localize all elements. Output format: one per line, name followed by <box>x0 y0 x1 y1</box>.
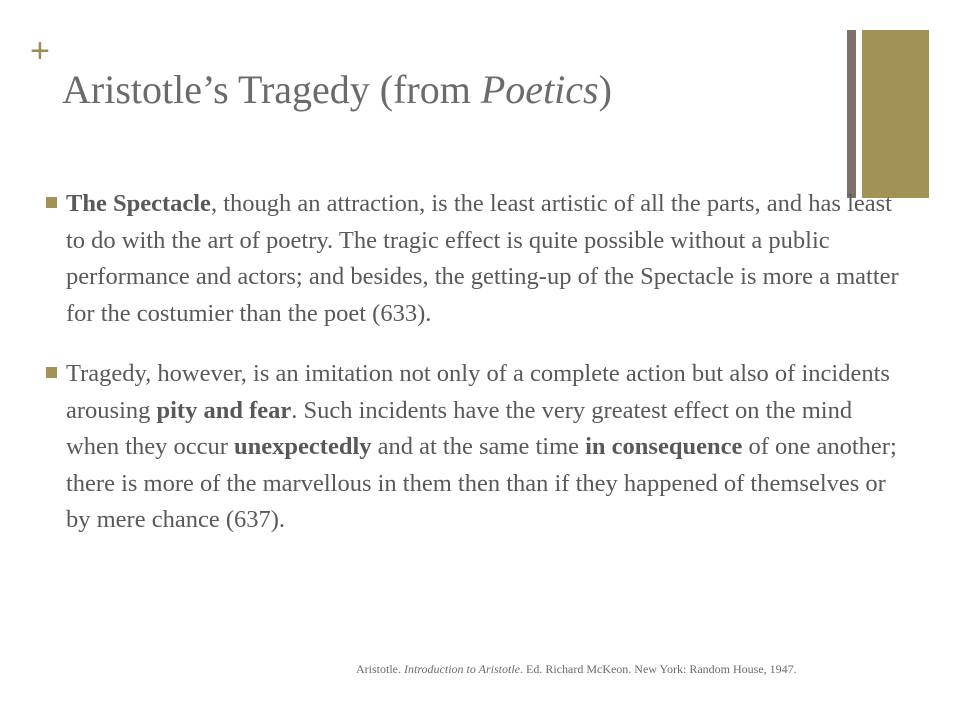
bullet-bold-consequence: in consequence <box>585 433 743 460</box>
title-italic: Poetics <box>480 67 599 112</box>
decorative-bar-gray <box>847 30 856 198</box>
bullet-marker-icon <box>46 367 57 378</box>
bullet-text-part4: of one another; there is more of the marvellous in them then than if they happened of themselves or by mere chance (637). <box>66 433 897 533</box>
bullet-bold-pity-fear: pity and fear <box>156 396 292 424</box>
citation-book: Introduction to Aristotle <box>404 662 520 676</box>
bullet-lead-bold: The Spectacle <box>66 190 211 217</box>
bullet-text-part1: Tragedy, however, is an imitation not only of a complete action but also of incidents arousing <box>66 360 890 424</box>
slide-title <box>62 66 612 113</box>
title-main: Aristotle’s Tragedy (from <box>62 67 481 112</box>
bullet-tragedy <box>46 356 906 539</box>
decorative-bar-gold <box>862 30 929 198</box>
plus-icon: + <box>30 32 50 70</box>
citation <box>356 662 797 677</box>
bullet-text-part2: . Such incidents have the very greatest effect on the mind when they occur <box>66 396 853 460</box>
title-end: ) <box>598 67 612 112</box>
bullet-text-part3: and at the same time <box>371 433 586 460</box>
bullet-bold-unexpectedly: unexpectedly <box>234 433 372 460</box>
citation-details: . Ed. Richard McKeon. New York: Random House, 1947. <box>520 662 797 676</box>
bullet-list <box>46 186 906 539</box>
bullet-spectacle <box>46 186 906 332</box>
bullet-text: , though an attraction, is the least artistic of all the parts, and has least to do with the art of poetry. The tragic effect is quite possible without a public performance and actors; and besides, the getting-up of the Spectacle is more a matter for the costumier than the poet (633). <box>66 190 899 327</box>
citation-author: Aristotle. <box>356 662 404 676</box>
bullet-marker-icon <box>46 197 57 208</box>
